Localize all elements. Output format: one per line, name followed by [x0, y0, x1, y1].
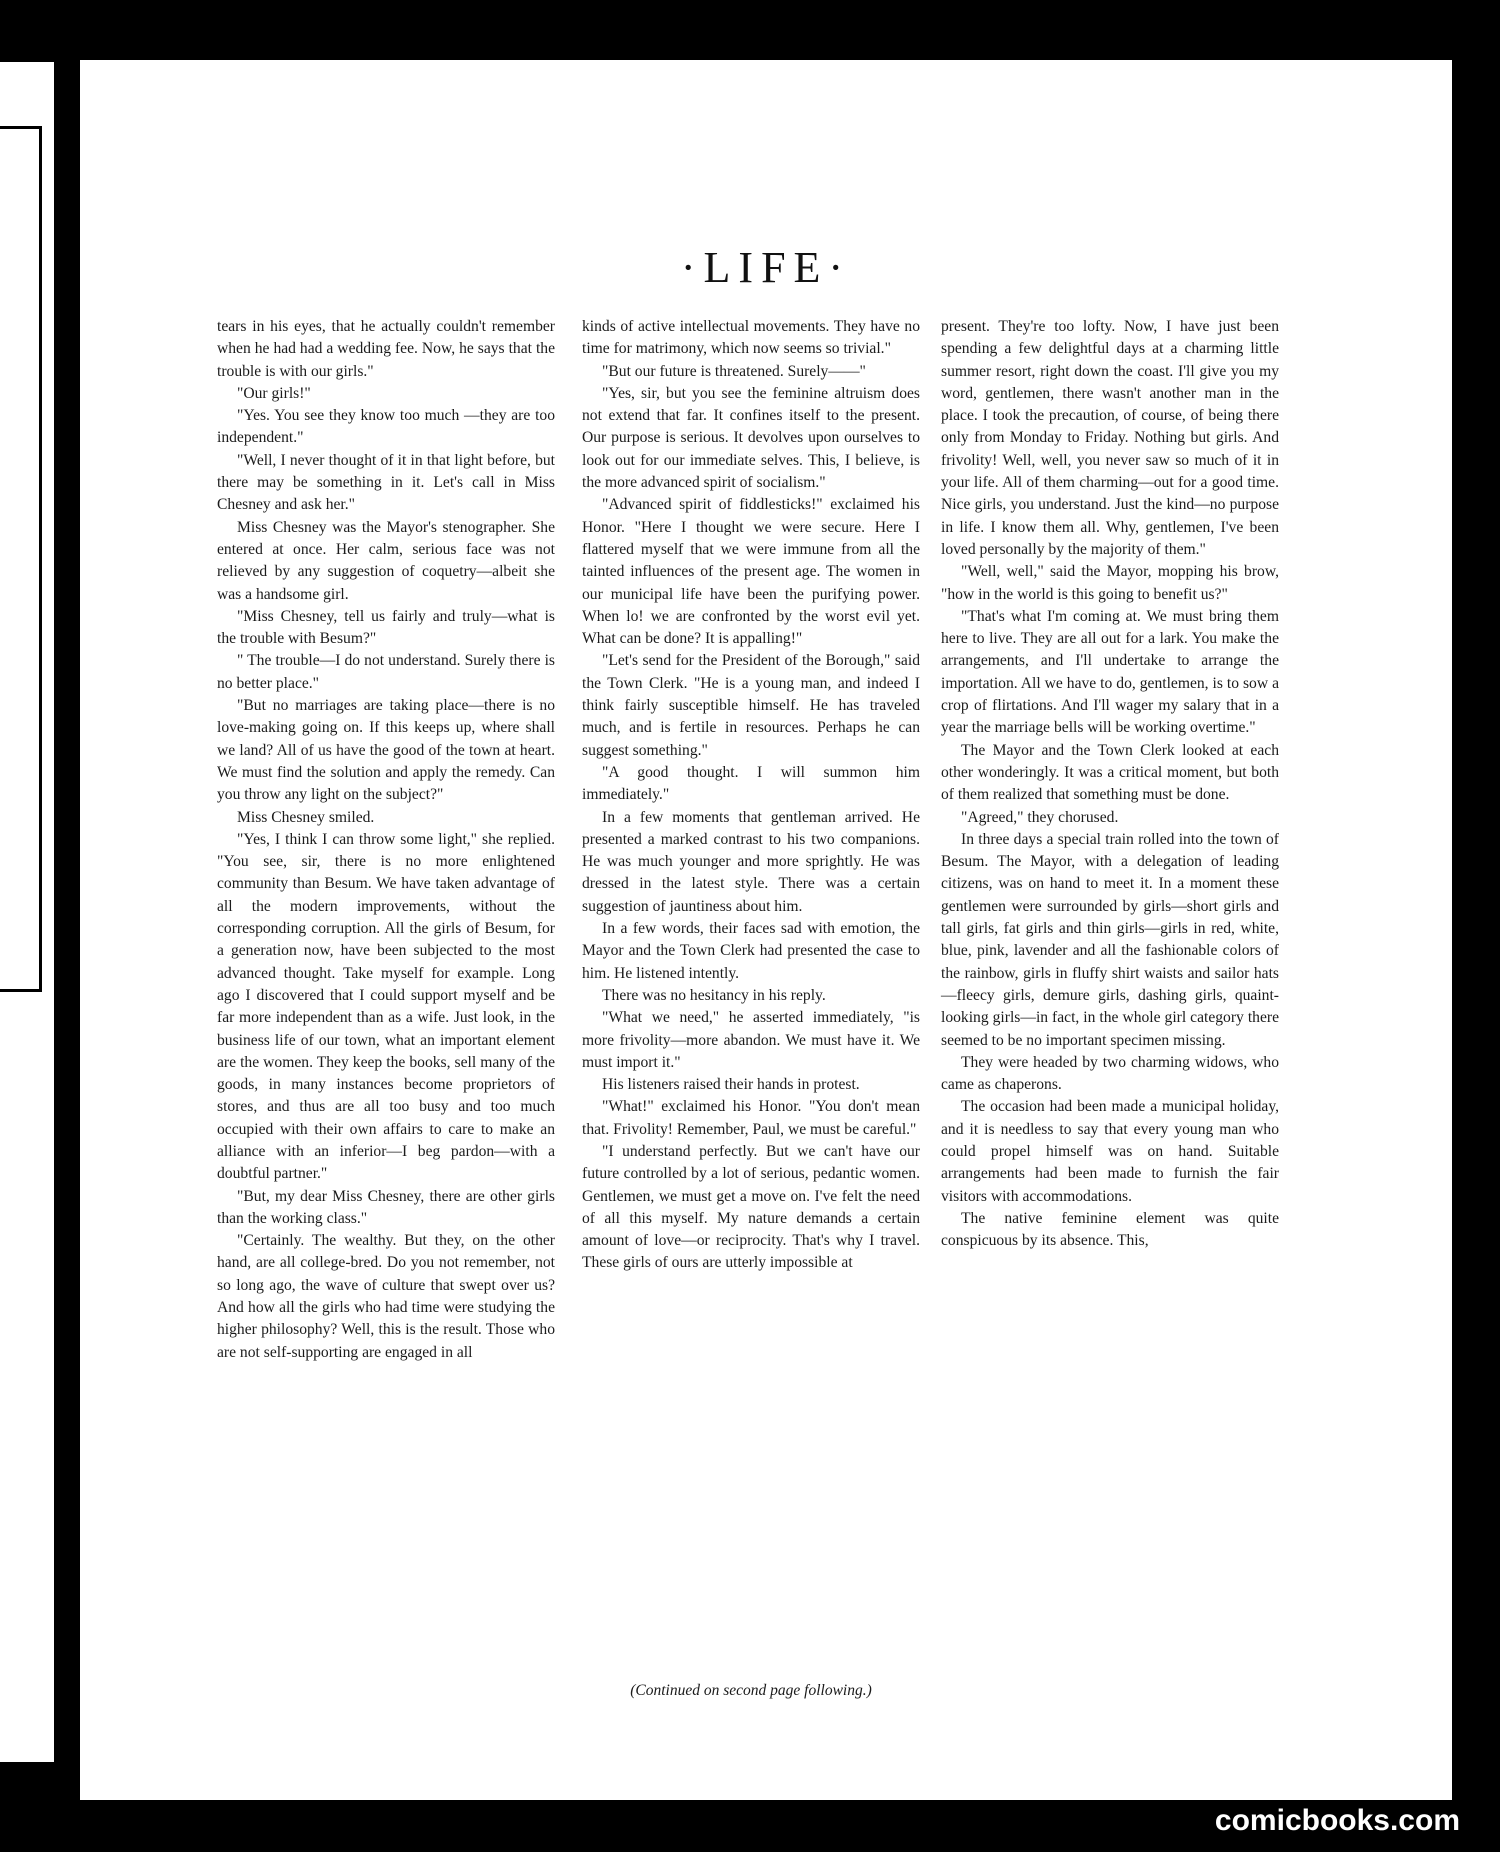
paragraph: They were headed by two charming widows, who came as chaperons. [941, 1053, 1279, 1094]
adjacent-page-frame [0, 126, 42, 992]
text-column-2 [582, 316, 920, 1275]
watermark: comicbooks.com [1214, 1804, 1460, 1837]
paragraph: "Certainly. The wealthy. But they, on the other hand, are all college-bred. Do you not remember, not so long ago, the wave of culture that swept over us? And how all the girls who had time were studying the higher philosophy? Well, this is the result. Those who are not self-supporting are engaged in all [217, 1232, 555, 1361]
paragraph: "But, my dear Miss Chesney, there are other girls than the working class." [217, 1187, 555, 1227]
paragraph: "Agreed," they chorused. [961, 808, 1119, 826]
paragraph: "What!" exclaimed his Honor. "You don't mean that. Frivolity! Remember, Paul, we must be careful." [582, 1098, 920, 1138]
text-column-3 [941, 316, 1279, 1252]
paragraph: The native feminine element was quite conspicuous by its absence. This, [941, 1209, 1279, 1250]
paragraph: "Advanced spirit of fiddlesticks!" exclaimed his Honor. "Here I thought we were secure. Here I flattered myself that we were immune from all the tainted influences of the present age. The women in our municipal life have been the purifying power. When lo! we are confronted by the worst evil yet. What can be done? It is appalling!" [582, 496, 920, 648]
paragraph: "Let's send for the President of the Borough," said the Town Clerk. "He is a young man, and indeed I think fairly susceptible himself. He has traveled much, and is fertile in resources. Perhaps he can suggest something." [582, 652, 920, 759]
paragraph: "Yes, sir, but you see the feminine altruism does not extend that far. It confines itself to the present. Our purpose is serious. It devolves upon ourselves to look out for our immediate selves. This, I believe, is the more advanced spirit of socialism." [582, 384, 920, 492]
paragraph: "I understand perfectly. But we can't have our future controlled by a lot of serious, pedantic women. Gentlemen, we must get a move on. I've felt the need of all this myself. My nature demands a certain amount of love—or reciprocity. That's why I travel. These girls of ours are utterly impossible at [582, 1142, 920, 1272]
paragraph: "Our girls!" [237, 384, 311, 402]
adjacent-page-edge [0, 62, 54, 1762]
paragraph: In a few words, their faces sad with emotion, the Mayor and the Town Clerk had presented the case to him. He listened intently. [582, 920, 920, 982]
paragraph: "Well, well," said the Mayor, mopping his brow, "how in the world is this going to benefit us?" [941, 563, 1279, 603]
paragraph: "That's what I'm coming at. We must bring them here to live. They are all out for a lark. You make the arrangements, and I'll undertake to arrange the importation. All we have to do, gentlemen, is to sow a crop of flirtations. And I'll wager my salary that in a year the marriage bells will be working overtime." [941, 607, 1279, 737]
paragraph: In a few moments that gentleman arrived. He presented a marked contrast to his two companions. He was much younger and more sprightly. He was dressed in the latest style. There was a certain suggestion of jauntiness about him. [582, 808, 920, 915]
paragraph: tears in his eyes, that he actually couldn't remember when he had had a wedding fee. Now, he says that the trouble is with our girls." [217, 318, 555, 380]
paragraph: "Well, I never thought of it in that light before, but there may be something in it. Let's call in Miss Chesney and ask her." [217, 451, 555, 514]
paragraph: "Yes. You see they know too much —they are too independent." [217, 407, 555, 447]
paragraph: The occasion had been made a municipal holiday, and it is needless to say that every young man who could propel himself was on hand. Suitable arrangements had been made to furnish the fair visitors with accommodations. [941, 1098, 1279, 1205]
paragraph: "But our future is threatened. Surely——" [602, 362, 866, 380]
text-column-1 [217, 316, 555, 1364]
paragraph: Miss Chesney was the Mayor's stenographer. She entered at once. Her calm, serious face was not relieved by any suggestion of coquetry—albeit she was a handsome girl. [217, 518, 555, 603]
paragraph: Miss Chesney smiled. [237, 808, 375, 826]
paragraph: "A good thought. I will summon him immediately." [582, 763, 920, 804]
paragraph: "What we need," he asserted immediately, "is more frivolity—more abandon. We must have it. We must import it." [582, 1009, 920, 1071]
magazine-page [80, 60, 1452, 1800]
paragraph: "But no marriages are taking place—there is no love-making going on. If this keeps up, where shall we land? All of us have the good of the town at heart. We must find the solution and apply the remedy. Can you throw any light on the subject?" [217, 697, 555, 804]
continued-note: (Continued on second page following.) [630, 1682, 872, 1699]
paragraph: " The trouble—I do not understand. Surely there is no better place." [217, 652, 555, 692]
paragraph: His listeners raised their hands in protest. [602, 1076, 860, 1094]
paragraph: "Miss Chesney, tell us fairly and truly—what is the trouble with Besum?" [217, 607, 555, 648]
paragraph: The Mayor and the Town Clerk looked at each other wonderingly. It was a critical moment, but both of them realized that something must be done. [941, 741, 1279, 804]
paragraph: In three days a special train rolled into the town of Besum. The Mayor, with a delegation of leading citizens, was on hand to meet it. In a moment these gentlemen were surrounded by girls—short girls and tall girls, fat girls and thin girls—girls in red, white, blue, pink, lavender and all the fashionable colors of the rainbow, girls in fluffy shirt waists and sailor hats—fleecy girls, demure girls, dashing girls, quaint-looking girls—in fact, in the whole girl category there seemed to be no important specimen missing. [941, 830, 1279, 1049]
paragraph: present. They're too lofty. Now, I have just been spending a few delightful days at a charming little summer resort, right down the coast. I'll give you my word, gentlemen, there wasn't another man in the place. I took the precaution, of course, of being there only from Monday to Friday. Nothing but girls. And frivolity! Well, well, you never saw so much of it in your life. All of them charming—out for a good time. Nice girls, you understand. Just the kind—no purpose in life. I know them all. Why, gentlemen, I've been loved personally by the majority of them." [941, 318, 1279, 558]
paragraph: kinds of active intellectual movements. They have no time for matrimony, which now seems so trivial." [582, 318, 920, 358]
paragraph: There was no hesitancy in his reply. [602, 986, 826, 1004]
paragraph: "Yes, I think I can throw some light," she replied. "You see, sir, there is no more enlightened community than Besum. We have taken advantage of all the modern improvements, without the corresponding corruption. All the girls of Besum, for a generation now, have been subjected to the most advanced thought. Take myself for example. Long ago I discovered that I could support myself and be far more independent than as a wife. Just look, in the business life of our town, what an important element are the women. They keep the books, sell many of the goods, in many instances become proprietors of stores, and thus are all too busy and too much occupied with their own affairs to care to make an alliance with an inferior—I beg pardon—with a doubtful partner." [217, 830, 555, 1183]
masthead-title: ·LIFE· [680, 243, 852, 292]
